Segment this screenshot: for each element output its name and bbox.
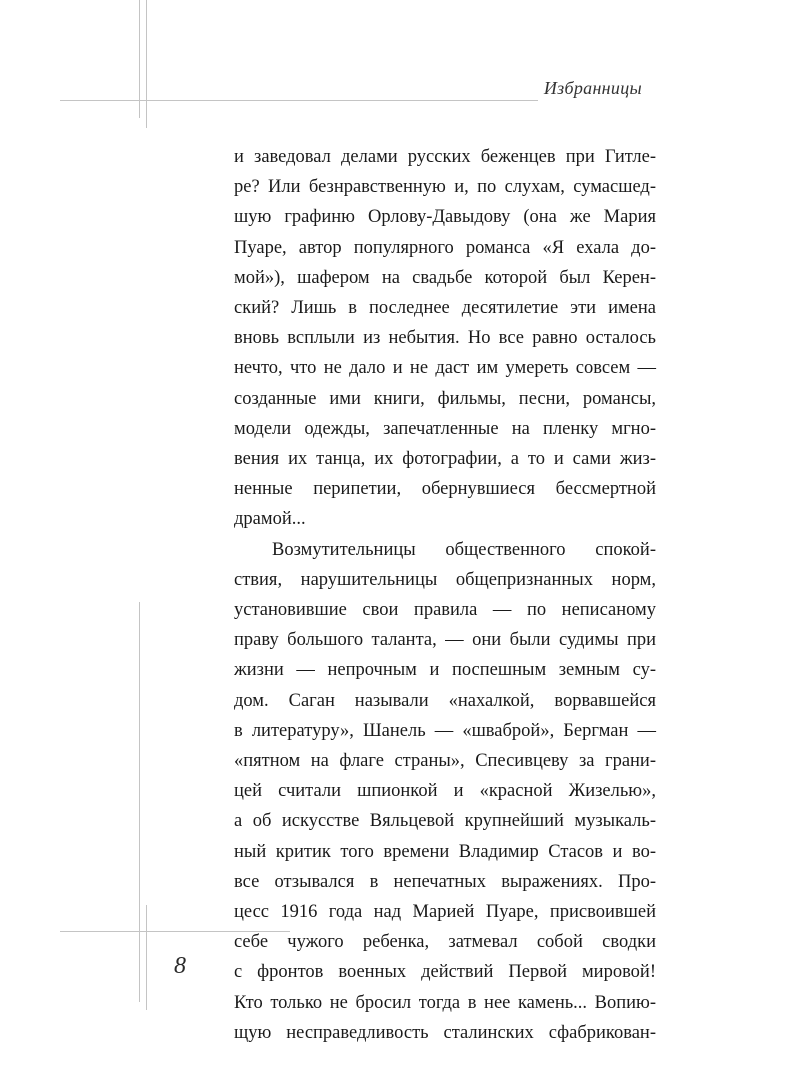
top-vertical-rule-2 <box>146 0 147 128</box>
text-line: шую графиню Орлову-Давыдову (она же Мария <box>234 207 656 228</box>
text-line: вновь всплыли из небытия. Но все равно осталось <box>234 328 656 349</box>
paragraph-1 <box>234 142 656 535</box>
body-text <box>234 142 656 1048</box>
text-line: праву большого таланта, — они были судимы при <box>234 630 656 651</box>
text-line: ненные перипетии, обернувшиеся бессмертной <box>234 479 656 500</box>
bottom-vertical-rule <box>139 602 140 1002</box>
text-line: а об искусстве Вяльцевой крупнейший музыкаль- <box>234 811 656 832</box>
text-line: дом. Саган называли «нахалкой, ворвавшейся <box>234 690 656 711</box>
text-line: вения их танца, их фотографии, а то и сами жиз- <box>234 449 656 470</box>
text-line: щую несправедливость сталинских сфабрикован- <box>234 1022 656 1043</box>
paragraph-2 <box>234 535 656 1048</box>
text-line: себе чужого ребенка, затмевал собой сводки <box>234 932 656 953</box>
text-line: Возмутительницы общественного спокой- <box>272 539 656 560</box>
text-line: цей считали шпионкой и «красной Жизелью», <box>234 781 656 802</box>
text-line: ствия, нарушительницы общепризнанных норм, <box>234 569 656 590</box>
top-horizontal-rule <box>60 100 538 101</box>
text-line: Кто только не бросил тогда в нее камень... Вопию- <box>234 992 656 1013</box>
text-line: цесс 1916 года над Марией Пуаре, присвоившей <box>234 902 656 923</box>
text-line: с фронтов военных действий Первой мировой! <box>234 962 656 983</box>
text-line: в литературу», Шанель — «шваброй», Бергман — <box>234 720 656 741</box>
text-line: Пуаре, автор популярного романса «Я ехала до- <box>234 237 656 258</box>
text-line: «пятном на флаге страны», Спесивцеву за грани- <box>234 751 656 772</box>
text-line: модели одежды, запечатленные на пленку мгно- <box>234 418 656 439</box>
text-line: ский? Лишь в последнее десятилетие эти имена <box>234 298 656 319</box>
text-line: драмой... <box>234 509 306 530</box>
text-line: все отзывался в непечатных выражениях. Про- <box>234 871 656 892</box>
text-line: ре? Или безнравственную и, по слухам, сумасшед- <box>234 177 656 198</box>
text-line: ный критик того времени Владимир Стасов и во- <box>234 841 656 862</box>
text-line: жизни — непрочным и поспешным земным су- <box>234 660 656 681</box>
running-head: Избранницы <box>543 78 642 98</box>
text-line: нечто, что не дало и не даст им умереть совсем — <box>234 358 656 379</box>
text-line: установившие свои правила — по неписаному <box>234 600 656 621</box>
page-number: 8 <box>174 953 186 979</box>
bottom-vertical-rule-2 <box>146 905 147 1010</box>
text-line: мой»), шафером на свадьбе которой был Керен- <box>234 267 656 288</box>
text-line: и заведовал делами русских беженцев при Гитле- <box>234 147 656 167</box>
text-line: созданные ими книги, фильмы, песни, романсы, <box>234 388 656 409</box>
